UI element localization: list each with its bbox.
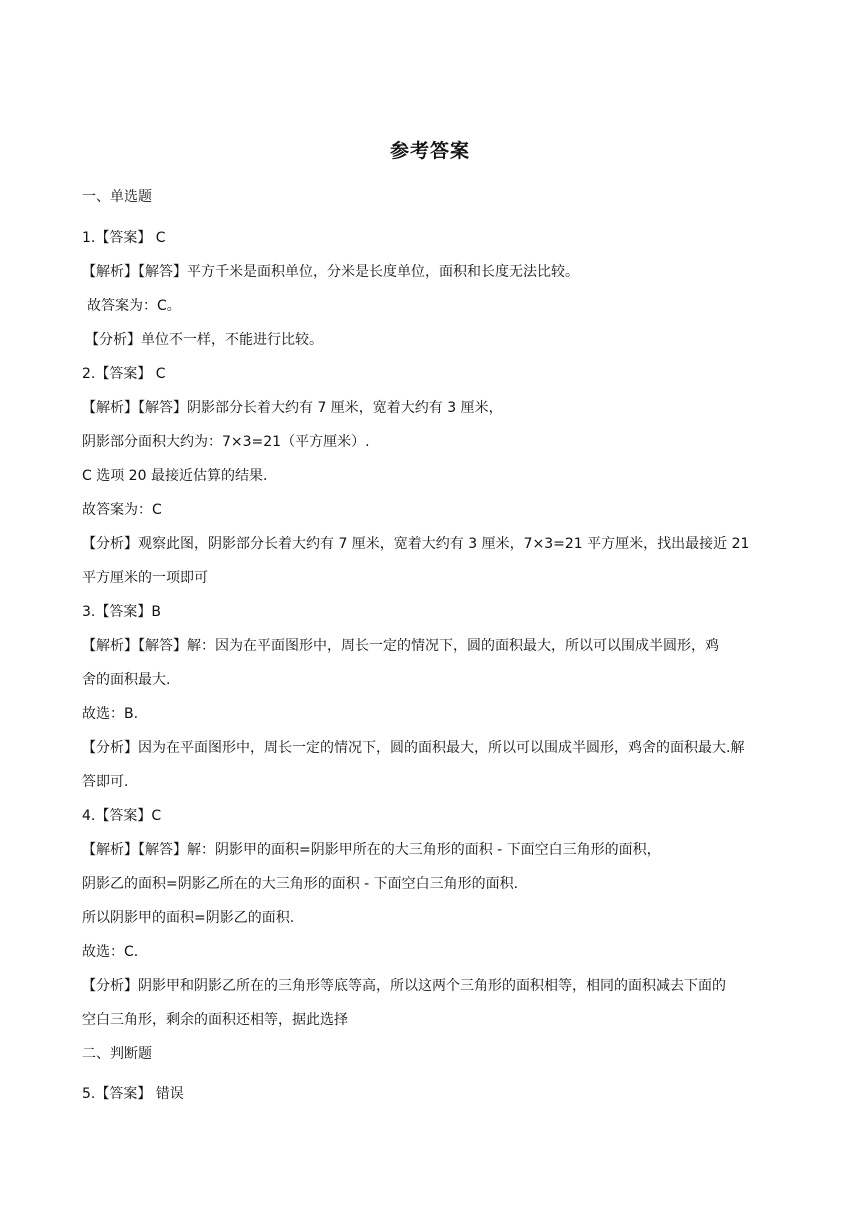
reasoning-3-line2: 答即可. <box>82 774 129 790</box>
answer-5: 5.【答案】 错误 <box>82 1086 184 1102</box>
analysis-1: 【解析】【解答】平方千米是面积单位，分米是长度单位，面积和长度无法比较。 <box>82 264 579 280</box>
reasoning-3: 【分析】因为在平面图形中，周长一定的情况下，圆的面积最大，所以可以围成半圆形，鸡舍的面积最大.解 <box>82 740 745 756</box>
answer-1: 1.【答案】 C <box>82 230 166 246</box>
analysis-4-line2: 阴影乙的面积=阴影乙所在的大三角形的面积 - 下面空白三角形的面积. <box>82 876 519 892</box>
analysis-2-line3: C 选项 20 最接近估算的结果. <box>82 468 268 484</box>
section-heading-single-choice: 一、单选题 <box>82 189 152 205</box>
page-title: 参考答案 <box>389 140 470 162</box>
answer-4: 4.【答案】C <box>82 808 162 824</box>
analysis-4: 【解析】【解答】解：阴影甲的面积=阴影甲所在的大三角形的面积 - 下面空白三角形的面积， <box>82 842 661 858</box>
reasoning-2-line2: 平方厘米的一项即可 <box>82 570 208 586</box>
conclusion-1: 故答案为：C。 <box>87 298 181 314</box>
answer-3: 3.【答案】B <box>82 604 161 620</box>
conclusion-2: 故答案为：C <box>82 502 162 518</box>
analysis-3: 【解析】【解答】解：因为在平面图形中，周长一定的情况下，圆的面积最大，所以可以围成半圆形，鸡 <box>82 638 719 654</box>
answer-2: 2.【答案】 C <box>82 366 166 382</box>
analysis-4-line3: 所以阴影甲的面积=阴影乙的面积. <box>82 910 295 926</box>
reasoning-2: 【分析】观察此图，阴影部分长着大约有 7 厘米，宽着大约有 3 厘米，7×3=21 平方厘米，找出最接近 21 <box>82 536 750 552</box>
analysis-2-line2: 阴影部分面积大约为：7×3=21（平方厘米）. <box>82 434 370 450</box>
analysis-2: 【解析】【解答】阴影部分长着大约有 7 厘米，宽着大约有 3 厘米， <box>82 400 503 416</box>
section-heading-true-false: 二、判断题 <box>82 1046 152 1062</box>
reasoning-4: 【分析】阴影甲和阴影乙所在的三角形等底等高，所以这两个三角形的面积相等，相同的面积减去下面的 <box>82 978 726 994</box>
reasoning-4-line2: 空白三角形，剩余的面积还相等，据此选择 <box>82 1012 348 1028</box>
conclusion-4: 故选：C. <box>82 944 139 960</box>
reasoning-1: 【分析】单位不一样，不能进行比较。 <box>85 332 323 348</box>
conclusion-3: 故选：B. <box>82 706 139 722</box>
analysis-3-line2: 舍的面积最大. <box>82 672 171 688</box>
